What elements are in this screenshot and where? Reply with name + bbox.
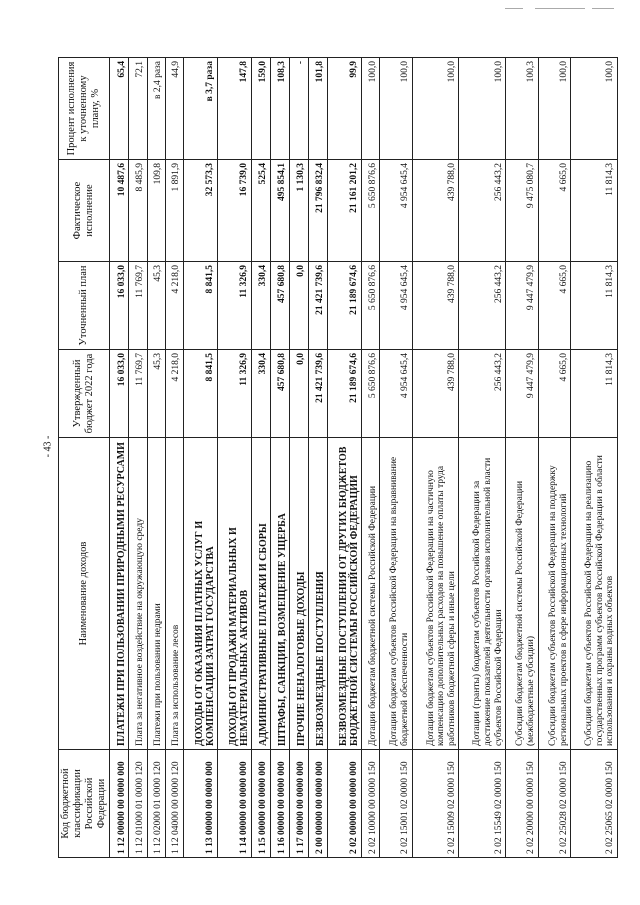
table-row — [110, 58, 129, 858]
cell-approved: 256 443,2 — [459, 350, 506, 438]
cell-approved: 21 421 739,6 — [309, 350, 328, 438]
cell-actual: 495 854,1 — [271, 160, 290, 262]
cell-percent: 72,1 — [129, 58, 147, 160]
cell-code: 2 02 25028 02 0000 150 — [538, 750, 570, 858]
table-row — [362, 58, 380, 858]
table-row — [184, 58, 218, 858]
cell-plan: 4 665,0 — [538, 262, 570, 350]
cell-actual: 21 161 201,2 — [328, 160, 362, 262]
cell-approved: 0,0 — [290, 350, 309, 438]
cell-name: ДОХОДЫ ОТ ПРОДАЖИ МАТЕРИАЛЬНЫХ И НЕМАТЕРИАЛЬНЫХ АКТИВОВ — [218, 438, 252, 750]
table-row — [147, 58, 165, 858]
header-approved: Утвержденный бюджет 2022 года — [59, 350, 110, 438]
cell-actual: 8 485,9 — [129, 160, 147, 262]
cell-actual: 439 788,0 — [412, 160, 459, 262]
cell-plan: 0,0 — [290, 262, 309, 350]
cell-actual: 32 573,3 — [184, 160, 218, 262]
cell-code: 1 15 00000 00 0000 000 — [252, 750, 271, 858]
cell-code: 1 17 00000 00 0000 000 — [290, 750, 309, 858]
scan-mark — [535, 8, 585, 9]
cell-code: 1 12 01000 01 0000 120 — [129, 750, 147, 858]
cell-plan: 4 218,0 — [165, 262, 183, 350]
cell-code: 2 02 25065 02 0000 150 — [571, 750, 618, 858]
cell-percent: 44,9 — [165, 58, 183, 160]
cell-approved: 439 788,0 — [412, 350, 459, 438]
cell-approved: 16 033,0 — [110, 350, 129, 438]
cell-percent: 147,8 — [218, 58, 252, 160]
cell-plan: 11 769,7 — [129, 262, 147, 350]
cell-percent: 65,4 — [110, 58, 129, 160]
cell-approved: 45,3 — [147, 350, 165, 438]
cell-name: Дотации (гранты) бюджетам субъектов Российской Федерации за достижение показателей деятельности органов исполнительной власти субъектов Российской Федерации — [459, 438, 506, 750]
cell-code: 2 02 15001 02 0000 150 — [380, 750, 412, 858]
cell-actual: 525,4 — [252, 160, 271, 262]
cell-plan: 8 841,5 — [184, 262, 218, 350]
cell-approved: 330,4 — [252, 350, 271, 438]
cell-name: Дотации бюджетам бюджетной системы Российской Федерации — [362, 438, 380, 750]
scan-mark — [592, 8, 614, 9]
cell-name: Платежи при пользовании недрами — [147, 438, 165, 750]
cell-percent: в 2,4 раза — [147, 58, 165, 160]
table-row — [412, 58, 459, 858]
cell-percent: 100,0 — [362, 58, 380, 160]
page-number: - 43 - — [42, 435, 54, 458]
cell-approved: 11 769,7 — [129, 350, 147, 438]
cell-name: Дотации бюджетам субъектов Российской Федерации на частичную компенсацию дополнительных расходов на повышение оплаты труда работников бюджетной сферы и иные цели — [412, 438, 459, 750]
cell-actual: 16 739,0 — [218, 160, 252, 262]
table-row — [290, 58, 309, 858]
cell-name: БЕЗВОЗМЕЗДНЫЕ ПОСТУПЛЕНИЯ — [309, 438, 328, 750]
cell-percent: 100,0 — [538, 58, 570, 160]
cell-percent: 100,0 — [459, 58, 506, 160]
cell-code: 1 14 00000 00 0000 000 — [218, 750, 252, 858]
cell-name: ПРОЧИЕ НЕНАЛОГОВЫЕ ДОХОДЫ — [290, 438, 309, 750]
cell-code: 1 16 00000 00 0000 000 — [271, 750, 290, 858]
cell-plan: 9 447 479,9 — [506, 262, 538, 350]
cell-percent: 100,0 — [571, 58, 618, 160]
cell-approved: 11 814,3 — [571, 350, 618, 438]
table-row — [165, 58, 183, 858]
cell-approved: 21 189 674,6 — [328, 350, 362, 438]
scan-mark — [505, 8, 523, 9]
table-row — [506, 58, 538, 858]
cell-percent: 99,9 — [328, 58, 362, 160]
cell-actual: 9 475 080,7 — [506, 160, 538, 262]
cell-plan: 4 954 645,4 — [380, 262, 412, 350]
cell-approved: 9 447 479,9 — [506, 350, 538, 438]
cell-name: ШТРАФЫ, САНКЦИИ, ВОЗМЕЩЕНИЕ УЩЕРБА — [271, 438, 290, 750]
cell-name: ДОХОДЫ ОТ ОКАЗАНИЯ ПЛАТНЫХ УСЛУГ И КОМПЕНСАЦИИ ЗАТРАТ ГОСУДАРСТВА — [184, 438, 218, 750]
cell-name: БЕЗВОЗМЕЗДНЫЕ ПОСТУПЛЕНИЯ ОТ ДРУГИХ БЮДЖЕТОВ БЮДЖЕТНОЙ СИСТЕМЫ РОССИЙСКОЙ ФЕДЕРАЦИИ — [328, 438, 362, 750]
cell-code: 2 02 15549 02 0000 150 — [459, 750, 506, 858]
table-row — [218, 58, 252, 858]
cell-approved: 4 665,0 — [538, 350, 570, 438]
table-body — [110, 58, 618, 858]
cell-approved: 4 218,0 — [165, 350, 183, 438]
cell-plan: 21 189 674,6 — [328, 262, 362, 350]
cell-name: Субсидии бюджетам субъектов Российской Федерации на поддержку региональных проектов в сфере информационных технологий — [538, 438, 570, 750]
table-row — [380, 58, 412, 858]
cell-plan: 439 788,0 — [412, 262, 459, 350]
table-row — [129, 58, 147, 858]
cell-percent: 100,0 — [380, 58, 412, 160]
cell-plan: 330,4 — [252, 262, 271, 350]
cell-percent: 101,8 — [309, 58, 328, 160]
cell-plan: 21 421 739,6 — [309, 262, 328, 350]
rotated-table-container — [58, 58, 618, 858]
cell-name: Субсидии бюджетам субъектов Российской Федерации на реализацию государственных программ субъектов Российской Федерации в области использования и охраны водных объектов — [571, 438, 618, 750]
cell-code: 2 02 10000 00 0000 150 — [362, 750, 380, 858]
cell-plan: 16 033,0 — [110, 262, 129, 350]
cell-approved: 11 326,9 — [218, 350, 252, 438]
cell-actual: 4 665,0 — [538, 160, 570, 262]
cell-code: 1 12 00000 00 0000 000 — [110, 750, 129, 858]
cell-plan: 5 650 876,6 — [362, 262, 380, 350]
cell-code: 2 02 00000 00 0000 000 — [328, 750, 362, 858]
cell-code: 2 00 00000 00 0000 000 — [309, 750, 328, 858]
cell-code: 1 12 04000 00 0000 120 — [165, 750, 183, 858]
cell-name: Плата за негативное воздействие на окружающую среду — [129, 438, 147, 750]
cell-actual: 109,8 — [147, 160, 165, 262]
header-name: Наименование доходов — [59, 438, 110, 750]
cell-actual: 11 814,3 — [571, 160, 618, 262]
cell-actual: 10 487,6 — [110, 160, 129, 262]
cell-code: 1 12 02000 01 0000 120 — [147, 750, 165, 858]
cell-actual: 1 130,3 — [290, 160, 309, 262]
cell-plan: 11 814,3 — [571, 262, 618, 350]
table-row — [459, 58, 506, 858]
cell-code: 2 02 20000 00 0000 150 — [506, 750, 538, 858]
cell-actual: 21 796 832,4 — [309, 160, 328, 262]
cell-actual: 5 650 876,6 — [362, 160, 380, 262]
cell-code: 2 02 15009 02 0000 150 — [412, 750, 459, 858]
cell-actual: 4 954 645,4 — [380, 160, 412, 262]
cell-plan: 45,3 — [147, 262, 165, 350]
cell-approved: 5 650 876,6 — [362, 350, 380, 438]
table-row — [571, 58, 618, 858]
cell-code: 1 13 00000 00 0000 000 — [184, 750, 218, 858]
table-row — [271, 58, 290, 858]
cell-name: ПЛАТЕЖИ ПРИ ПОЛЬЗОВАНИИ ПРИРОДНЫМИ РЕСУРСАМИ — [110, 438, 129, 750]
header-percent: Процент исполнения к уточненному плану, % — [59, 58, 110, 160]
cell-name: Дотации бюджетам субъектов Российской Федерации на выравнивание бюджетной обеспеченности — [380, 438, 412, 750]
cell-percent: в 3,7 раза — [184, 58, 218, 160]
table-row — [309, 58, 328, 858]
cell-percent: - — [290, 58, 309, 160]
table-row — [538, 58, 570, 858]
cell-plan: 256 443,2 — [459, 262, 506, 350]
cell-name: Плата за использование лесов — [165, 438, 183, 750]
cell-percent: 100,3 — [506, 58, 538, 160]
cell-approved: 8 841,5 — [184, 350, 218, 438]
cell-actual: 256 443,2 — [459, 160, 506, 262]
header-actual: Фактическое исполнение — [59, 160, 110, 262]
cell-percent: 159,0 — [252, 58, 271, 160]
cell-approved: 457 680,8 — [271, 350, 290, 438]
cell-name: АДМИНИСТРАТИВНЫЕ ПЛАТЕЖИ И СБОРЫ — [252, 438, 271, 750]
cell-actual: 1 891,9 — [165, 160, 183, 262]
header-code: Код бюджетной классификации Российской Федерации — [59, 750, 110, 858]
table-header-row — [59, 58, 110, 858]
header-plan: Уточненный план — [59, 262, 110, 350]
table-row — [328, 58, 362, 858]
cell-name: Субсидии бюджетам бюджетной системы Российской Федерации (межбюджетные субсидии) — [506, 438, 538, 750]
cell-plan: 11 326,9 — [218, 262, 252, 350]
cell-percent: 100,0 — [412, 58, 459, 160]
cell-approved: 4 954 645,4 — [380, 350, 412, 438]
table-row — [252, 58, 271, 858]
revenue-table — [58, 57, 618, 858]
cell-percent: 108,3 — [271, 58, 290, 160]
cell-plan: 457 680,8 — [271, 262, 290, 350]
